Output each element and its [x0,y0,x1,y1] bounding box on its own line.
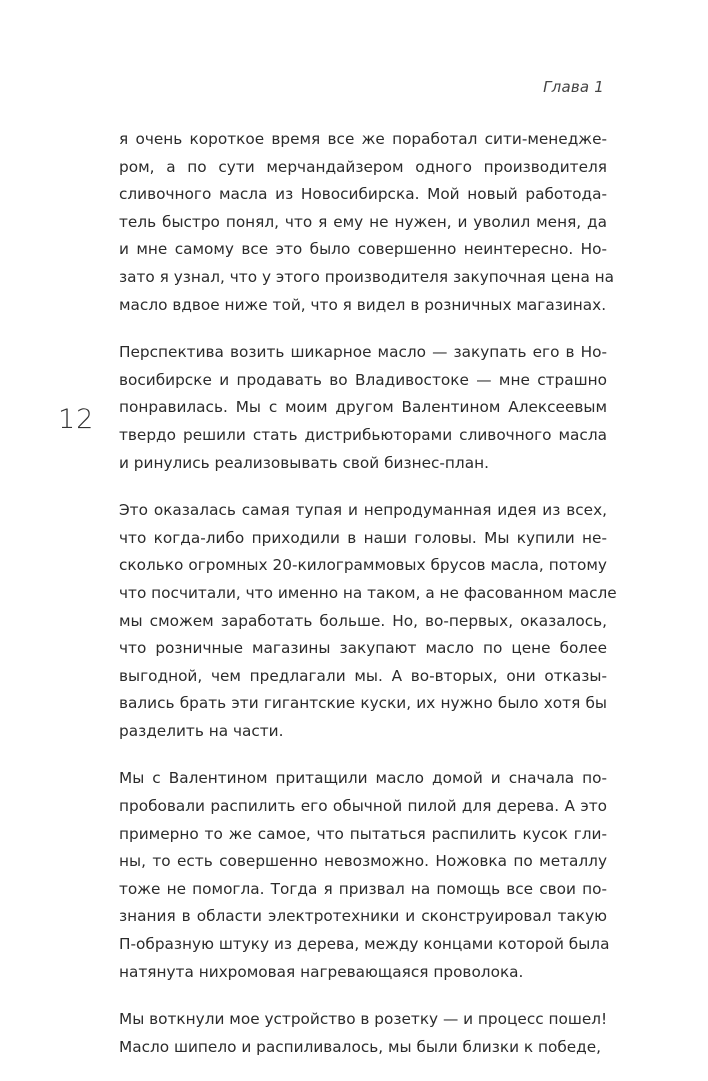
paragraph [119,339,607,477]
text-line: что посчитали, что именно на таком, а не фасованном масле [119,583,617,602]
text-line: примерно то же самое, что пытаться распилить кусок гли- [119,824,607,843]
text-line: я очень короткое время все же поработал сити-менедже- [119,130,607,148]
paragraph [119,765,610,986]
text-line: Масло шипело и распиливалось, мы были близки к победе, [119,1037,602,1056]
text-line: Мы с Валентином притащили масло домой и сначала по- [119,769,607,788]
text-line: Перспектива возить шикарное масло — закупать его в Но- [119,343,607,362]
text-line: твердо решили стать дистрибьюторами сливочного масла [119,425,607,444]
text-line: сколько огромных 20-килограммовых брусов масла, потому [119,556,607,575]
text-line: Мы воткнули мое устройство в розетку — и процесс пошел! [119,1010,608,1029]
text-line: восибирске и продавать во Владивостоке — мне страшно [119,370,607,389]
text-line: разделить на части. [119,721,284,740]
text-line: масло вдвое ниже той, что я видел в розничных магазинах. [119,295,607,314]
running-head: Глава 1 [543,78,604,96]
paragraph [119,497,617,745]
text-line: что когда-либо приходили в наши головы. Мы купили не- [119,528,607,547]
text-line: ны, то есть совершенно невозможно. Ножовка по металлу [119,852,607,871]
text-line: Это оказалась самая тупая и непродуманная идея из всех, [119,501,607,520]
text-line: П-образную штуку из дерева, между концами которой была [119,935,610,954]
text-line: понравилась. Мы с моим другом Валентином Алексеевым [119,398,607,417]
body-text [119,126,617,1081]
text-line: знания в области электротехники и сконструировал такую [119,907,607,926]
text-line: зато я узнал, что у этого производителя закупочная цена на [119,267,615,286]
text-line: мы сможем заработать больше. Но, во-первых, оказалось, [119,611,607,630]
page-number: 12 [58,404,95,435]
text-line: натянута нихромовая нагревающаяся проволока. [119,962,524,981]
text-line: и ринулись реализовывать свой бизнес-план. [119,453,489,472]
text-line: выгодной, чем предлагали мы. А во-вторых, они отказы- [119,666,607,685]
text-line: тоже не помогла. Тогда я призвал на помощь все свои по- [119,879,607,898]
text-line: и мне самому все это было совершенно неинтересно. Но- [119,240,607,259]
text-line: ром, а по сути мерчандайзером одного производителя [119,157,607,176]
text-line: тель быстро понял, что я ему не нужен, и уволил меня, да [119,212,607,231]
text-line: пробовали распилить его обычной пилой для дерева. А это [119,797,607,816]
paragraph [119,126,615,319]
text-line: что розничные магазины закупают масло по цене более [119,639,607,658]
text-line: вались брать эти гигантские куски, их нужно было хотя бы [119,694,607,713]
text-line: сливочного масла из Новосибирска. Мой новый работода- [119,185,607,204]
paragraph [119,1006,607,1061]
